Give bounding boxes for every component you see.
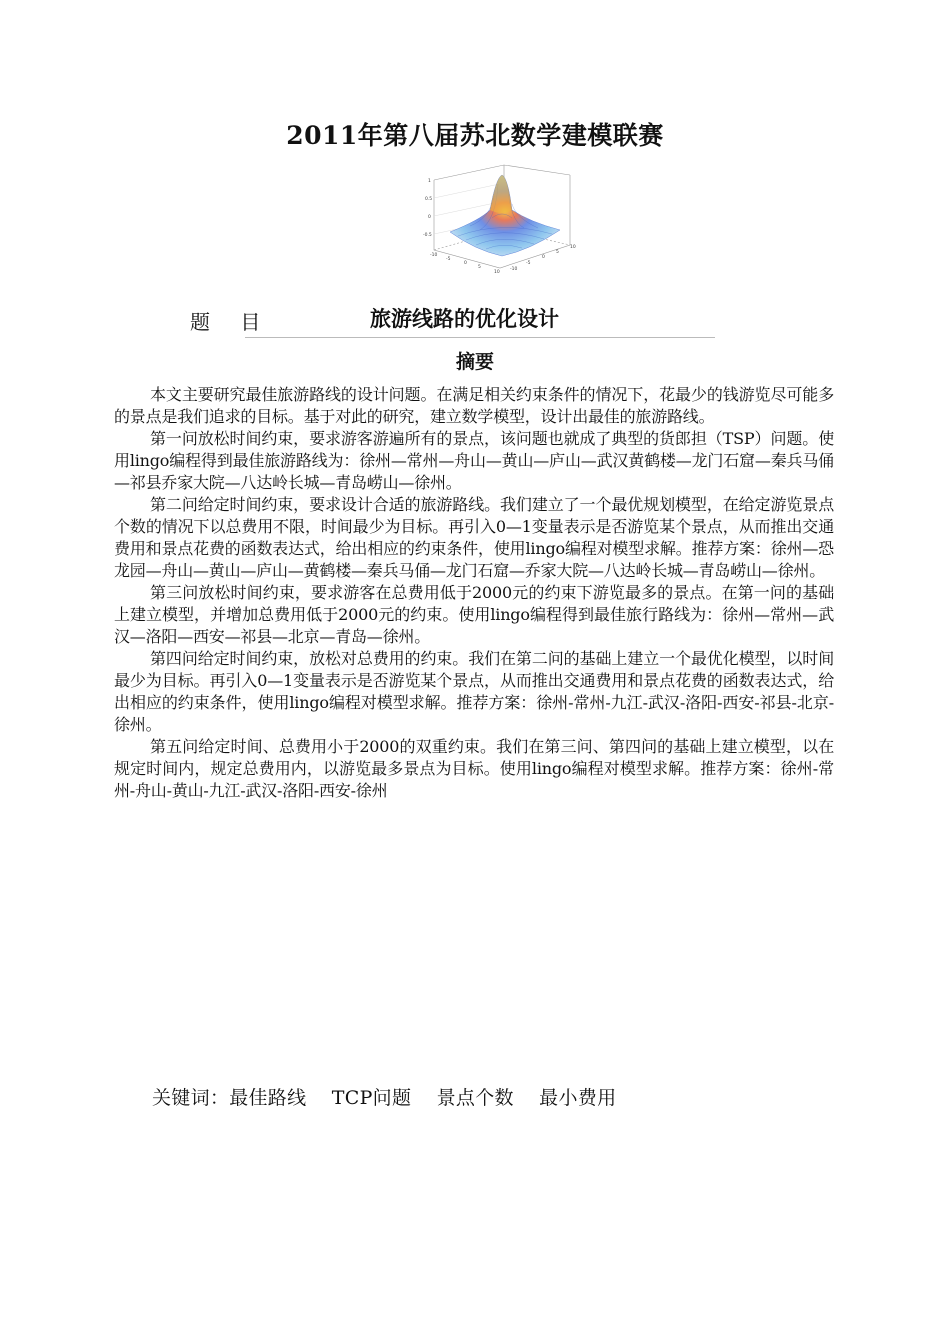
y-tick-label: -5	[526, 261, 531, 266]
surface-plot-figure	[420, 160, 585, 280]
z-tick-label: 1	[428, 179, 431, 184]
y-tick-label: 10	[570, 245, 576, 250]
abstract-paragraph: 第四问给定时间约束，放松对总费用的约束。我们在第二问的基础上建立一个最优化模型，以时间最少为目标。再引入0—1变量表示是否游览某个景点，从而推出交通费用和景点花费的函数表达式，给出相应的约束条件，使用lingo编程对模型求解。推荐方案：徐州-常州-九江-武汉-洛阳-西安-祁县-北京-徐州。	[114, 649, 834, 734]
y-tick-label: -10	[510, 267, 518, 272]
y-tick-label: 5	[556, 250, 559, 255]
x-tick-label: 5	[478, 265, 481, 270]
abstract-paragraph: 第二问给定时间约束，要求设计合适的旅游路线。我们建立了一个最优规划模型，在给定游览景点个数的情况下以总费用不限，时间最少为目标。再引入0—1变量表示是否游览某个景点，从而推出交通费用和景点花费的函数表达式，给出相应的约束条件，使用lingo编程对模型求解。推荐方案：徐州—恐龙园—舟山—黄山—庐山—黄鹤楼—秦兵马俑—龙门石窟—乔家大院—八达岭长城—青岛崂山—徐州。	[114, 495, 834, 580]
abstract-paragraph: 第三问放松时间约束，要求游客在总费用低于2000元的约束下游览最多的景点。在第一问的基础上建立模型，并增加总费用低于2000元的约束。使用lingo编程得到最佳旅行路线为：徐州—常州—武汉—洛阳—西安—祁县—北京—青岛—徐州。	[114, 583, 834, 646]
abstract-heading: 摘要	[455, 351, 494, 373]
abstract-paragraph: 本文主要研究最佳旅游路线的设计问题。在满足相关约束条件的情况下，花最少的钱游览尽可能多的景点是我们追求的目标。基于对此的研究，建立数学模型，设计出最佳的旅游路线。	[114, 385, 834, 426]
subject-row	[0, 306, 950, 340]
keywords-line: 关键词：最佳路线 TCP问题 景点个数 最小费用	[152, 1087, 617, 1109]
x-tick-label: -10	[430, 253, 438, 258]
y-tick-label: 0	[542, 255, 545, 260]
subject-label: 题 目	[190, 310, 273, 334]
subject-title: 旅游线路的优化设计	[370, 307, 559, 331]
z-tick-label: 0.5	[425, 197, 433, 202]
abstract-paragraph: 第一问放松时间约束，要求游客游遍所有的景点，该问题也就成了典型的货郎担（TSP）问题。使用lingo编程得到最佳旅游路线为：徐州—常州—舟山—黄山—庐山—武汉黄鹤楼—龙门石窟—秦兵马俑—祁县乔家大院—八达岭长城—青岛崂山—徐州。	[114, 429, 834, 492]
page-title: 2011年第八届苏北数学建模联赛	[286, 121, 664, 150]
x-tick-label: 0	[464, 261, 467, 266]
abstract-body	[114, 384, 834, 802]
surface-mesh	[450, 175, 560, 256]
x-tick-label: -5	[446, 257, 451, 262]
z-tick-label: 0	[428, 215, 431, 220]
x-tick-label: 10	[494, 270, 500, 275]
abstract-paragraph: 第五问给定时间、总费用小于2000的双重约束。我们在第三问、第四问的基础上建立模型，以在规定时间内，规定总费用内，以游览最多景点为目标。使用lingo编程对模型求解。推荐方案：徐州-常州-舟山-黄山-九江-武汉-洛阳-西安-徐州	[114, 737, 834, 800]
z-tick-label: -0.5	[423, 233, 432, 238]
subject-underline	[245, 337, 715, 338]
